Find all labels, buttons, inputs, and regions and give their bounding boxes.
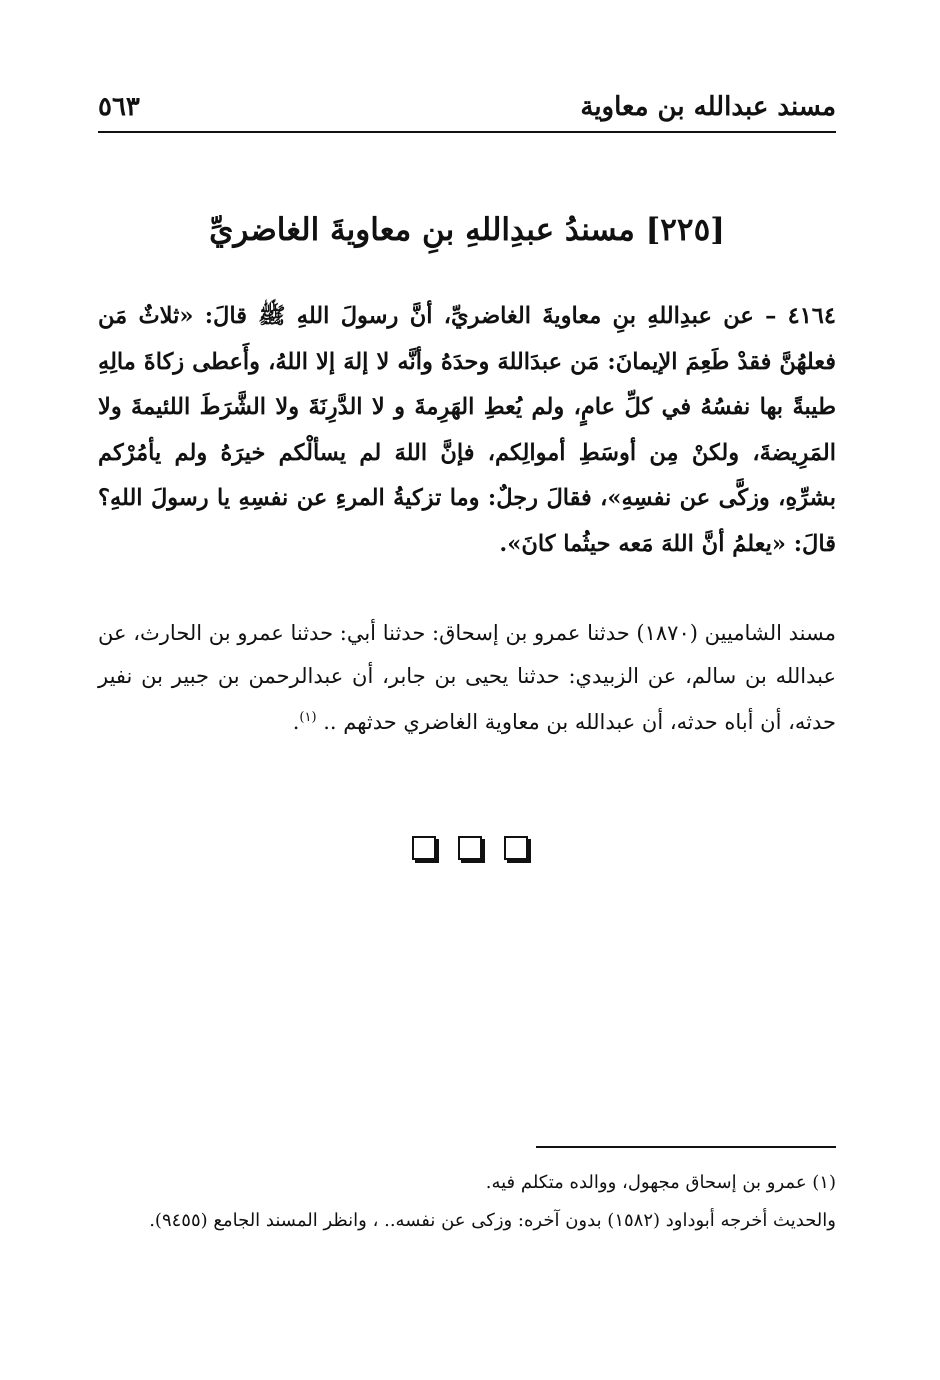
hadith-number: ٤١٦٤ – — [765, 303, 836, 329]
header-rule — [98, 131, 836, 133]
section-separator — [0, 836, 940, 860]
page-number: ٥٦٣ — [98, 92, 140, 122]
takhrij-body: مسند الشاميين (١٨٧٠) حدثنا عمرو بن إسحاق: حدثنا أبي: حدثنا عمرو بن الحارث، عن عبدالله بن سالم، عن الزبيدي: حدثنا يحيى بن جابر، أن عبدالرحمن بن جبير بن نفير حدثه، أن أباه حدثه، أن عبدالله بن معاوية الغاضري حدثهم .. — [98, 621, 836, 734]
box-ornament-icon — [458, 836, 482, 860]
hadith-body: عن عبدِاللهِ بنِ معاويةَ الغاضريِّ، أنَّ رسولَ اللهِ ﷺ قالَ: «ثلاثٌ مَن فعلهُنَّ فقدْ طَعِمَ الإيمانَ: مَن عبدَاللهَ وحدَهُ وأنَّه لا إلهَ إلا اللهُ، وأَعطى زكاةَ مالِهِ طيبةً بها نفسُهُ في كلِّ عامٍ، ولم يُعطِ الهَرِمةَ و لا الدَّرِنَةَ ولا الشَّرَطَ اللئيمةَ ولا المَرِيضةَ، ولكنْ مِن أوسَطِ أموالِكم، فإنَّ اللهَ لم يسألْكم خيرَهُ ولم يأمُرْكم بشرِّهِ، وزكَّى عن نفسِهِ»، فقالَ رجلٌ: وما تزكيةُ المرءِ عن نفسِهِ يا رسولَ اللهِ؟ قالَ: «يعلمُ أنَّ اللهَ مَعه حيثُما كانَ». — [98, 303, 836, 557]
takhrij-text: مسند الشاميين (١٨٧٠) حدثنا عمرو بن إسحاق: حدثنا أبي: حدثنا عمرو بن الحارث، عن عبدالله بن سالم، عن الزبيدي: حدثنا يحيى بن جابر، أن عبدالرحمن بن جبير بن نفير حدثه، أن أباه حدثه، أن عبدالله بن معاوية الغاضري حدثهم .. $^{(١)}$. — [98, 621, 836, 734]
chapter-title: [٢٢٥] مسندُ عبدِاللهِ بنِ معاويةَ الغاضريِّ — [209, 212, 725, 248]
footnote-1-continued: والحديث أخرجه أبوداود (١٥٨٢) بدون آخره: وزكى عن نفسه.. ، وانظر المسند الجامع (٩٤٥٥). — [149, 1210, 836, 1231]
hadith-text — [98, 294, 836, 567]
box-ornament-icon — [412, 836, 436, 860]
box-ornament-icon — [504, 836, 528, 860]
footnote-rule — [536, 1146, 836, 1148]
footnote-ref: (١) — [299, 710, 317, 725]
running-title: مسند عبدالله بن معاوية — [580, 92, 836, 122]
footnotes — [98, 1164, 836, 1240]
page-header — [98, 88, 836, 128]
footnote-1: (١) عمرو بن إسحاق مجهول، ووالده متكلم فيه. — [485, 1172, 836, 1193]
